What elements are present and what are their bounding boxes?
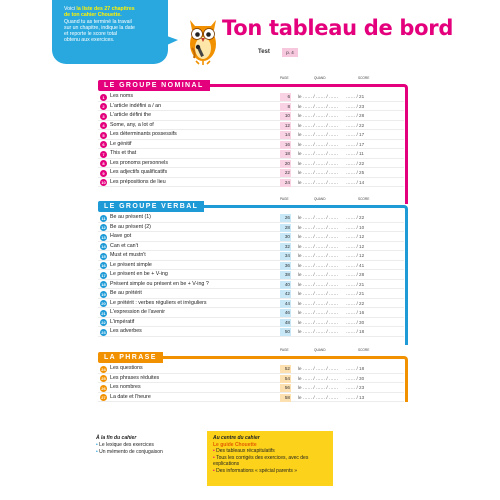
chapter-row [98, 140, 404, 150]
chapter-row [98, 232, 404, 242]
chapter-label: Le présent simple [110, 261, 152, 268]
section-title: LE GROUPE NOMINAL [98, 80, 210, 91]
chapter-number-badge: 22 [101, 320, 106, 325]
page-title: Ton tableau de bord [222, 16, 454, 40]
chapter-page: 44 [280, 300, 291, 308]
date-field[interactable]: le …… / …… / …… [298, 366, 339, 371]
date-field[interactable]: le …… / …… / …… [298, 151, 339, 156]
footer-box-subtitle: Le guide Chouette [213, 441, 257, 448]
test-page-badge: p. 4 [282, 48, 298, 57]
chapter-row [98, 383, 404, 393]
chapter-page: 8 [280, 103, 291, 111]
chapter-row [98, 92, 404, 102]
date-field[interactable]: le …… / …… / …… [298, 319, 339, 325]
bullet-icon: • [96, 441, 100, 448]
footer-end-of-book [96, 435, 163, 455]
bubble-highlight: de ton cahier Chouette. [64, 12, 122, 19]
bubble-text: sur un chapitre, indique la date [64, 24, 135, 31]
section-groupe-verbal [98, 197, 404, 337]
chapter-page: 50 [280, 328, 291, 336]
chapter-row [98, 130, 404, 140]
chapter-page: 48 [280, 319, 291, 327]
chapter-label: Les adjectifs qualificatifs [110, 169, 168, 175]
chapter-number-badge: 2 [100, 103, 107, 110]
chapter-page: 40 [280, 281, 291, 289]
chapter-row [98, 374, 404, 384]
date-field[interactable]: le …… / …… / …… [298, 262, 339, 268]
chapter-label: Les nombres [110, 384, 141, 390]
chapter-label: Présent simple ou présent en be + V-ing ? [110, 280, 209, 287]
footer-box-item: Tous les corrigés des exercices, avec des explications [213, 454, 309, 467]
score-field[interactable]: …… / 22 [346, 215, 365, 220]
chapter-number-badge: 7 [100, 151, 107, 158]
owl-mascot-icon [186, 14, 220, 66]
bubble-tail [156, 32, 178, 50]
score-field[interactable]: …… / 25 [346, 170, 365, 175]
date-field[interactable]: le …… / …… / …… [298, 103, 339, 109]
chapter-page: 12 [280, 122, 291, 130]
date-field[interactable]: le …… / …… / …… [298, 281, 339, 287]
section-title: LE GROUPE VERBAL [98, 201, 204, 212]
chapter-number-badge: 9 [100, 170, 107, 177]
score-field[interactable]: …… / 10 [346, 224, 365, 230]
date-field[interactable]: le …… / …… / …… [298, 385, 339, 390]
footer-box-title: Au centre du cahier [213, 435, 260, 441]
chapter-number-badge: 3 [100, 113, 107, 120]
chapter-row [98, 327, 404, 337]
chapter-page: 36 [280, 262, 291, 270]
column-header-page: PAGE [280, 348, 289, 352]
score-field[interactable]: …… / 21 [346, 291, 365, 296]
section-groupe-nominal [98, 76, 404, 187]
chapter-label: Le prétérit : verbes réguliers et irréguliers [110, 299, 207, 306]
chapter-number-badge: 11 [101, 215, 106, 221]
date-field[interactable]: le …… / …… / …… [298, 170, 339, 175]
chapter-label: L'article défini the [110, 112, 152, 118]
score-field[interactable]: …… / 23 [346, 385, 365, 390]
chapter-number-badge: 14 [101, 244, 106, 249]
score-field[interactable]: …… / 23 [346, 103, 365, 109]
chapter-page: 14 [280, 131, 291, 139]
bubble-text: Quand tu as terminé la travail [64, 18, 132, 25]
chapter-page: 30 [280, 233, 291, 241]
score-field[interactable]: …… / 16 [346, 310, 365, 315]
date-field[interactable]: le …… / …… / …… [298, 234, 339, 239]
date-field[interactable]: le …… / …… / …… [298, 291, 339, 296]
section-bracket [404, 84, 408, 204]
chapter-page: 6 [280, 93, 291, 101]
column-header-date: QUAND [314, 76, 326, 80]
chapter-label: Can et can't [110, 242, 139, 249]
chapter-page: 38 [280, 271, 291, 279]
column-header-score: SCORE [358, 197, 370, 201]
score-field[interactable]: …… / 22 [346, 160, 365, 166]
score-field[interactable]: …… / 30 [346, 375, 365, 381]
chapter-label: Les questions [110, 365, 143, 371]
section-la-phrase [98, 348, 404, 402]
column-header-page: PAGE [280, 76, 289, 80]
score-field[interactable]: …… / 28 [346, 272, 365, 277]
chapter-page: 10 [280, 112, 291, 120]
score-field[interactable]: …… / 12 [346, 253, 365, 258]
score-field[interactable]: …… / 18 [346, 366, 365, 371]
chapter-label: L'expression de l'avenir [110, 309, 166, 315]
date-field[interactable]: le …… / …… / …… [298, 132, 339, 137]
chapter-label: Must et mustn't [110, 252, 146, 258]
chapter-row [98, 299, 404, 309]
chapter-page: 52 [280, 365, 291, 373]
score-field[interactable]: …… / 17 [346, 141, 365, 147]
chapter-page: 24 [280, 179, 291, 187]
chapter-label: Le génitif [110, 140, 132, 147]
bullet-icon: • [213, 454, 217, 461]
chapter-page: 58 [280, 394, 291, 402]
chapter-label: Les prépositions de lieu [110, 178, 166, 185]
chapter-number-badge: 5 [100, 132, 107, 139]
chapter-list [98, 92, 404, 187]
chapter-number-badge: 19 [101, 291, 106, 297]
chapter-row [98, 393, 404, 403]
chapter-page: 28 [280, 224, 291, 232]
chapter-label: Les adverbes [110, 328, 142, 334]
date-field[interactable]: le …… / …… / …… [298, 122, 339, 128]
chapter-number-badge: 16 [101, 263, 106, 268]
bubble-text: et reporte le score total [64, 31, 118, 38]
score-field[interactable]: …… / 12 [346, 243, 365, 249]
chapter-row [98, 223, 404, 233]
chapter-row [98, 102, 404, 112]
chapter-number-badge: 18 [101, 282, 106, 287]
column-header-score: SCORE [358, 348, 370, 352]
chapter-row [98, 168, 404, 178]
chapter-row [98, 121, 404, 131]
chapter-page: 26 [280, 214, 291, 222]
chapter-number-badge: 23 [101, 329, 106, 335]
bullet-icon: • [96, 448, 100, 455]
chapter-page: 20 [280, 160, 291, 168]
column-header-page: PAGE [280, 197, 289, 201]
date-field[interactable]: le …… / …… / …… [298, 394, 339, 400]
date-field[interactable]: le …… / …… / …… [298, 375, 339, 381]
score-field[interactable]: …… / 21 [346, 281, 365, 287]
chapter-label: La date et l'heure [110, 393, 151, 400]
date-field[interactable]: le …… / …… / …… [298, 215, 339, 220]
date-field[interactable]: le …… / …… / …… [298, 179, 339, 185]
chapter-page: 22 [280, 169, 291, 177]
chapter-page: 54 [280, 375, 291, 383]
score-field[interactable]: …… / 22 [346, 300, 365, 306]
chapter-page: 32 [280, 243, 291, 251]
date-field[interactable]: le …… / …… / …… [298, 272, 339, 277]
section-bracket [404, 356, 408, 402]
chapter-list [98, 364, 404, 402]
chapter-page: 16 [280, 141, 291, 149]
score-field[interactable]: …… / 41 [346, 262, 365, 268]
score-field[interactable]: …… / 14 [346, 179, 365, 185]
section-header [98, 76, 404, 92]
chapter-number-badge: 4 [100, 122, 107, 129]
chapter-page: 42 [280, 290, 291, 298]
chapter-number-badge: 15 [101, 253, 106, 259]
chapter-row [98, 242, 404, 252]
date-field[interactable]: le …… / …… / …… [298, 253, 339, 258]
date-field[interactable]: le …… / …… / …… [298, 113, 339, 118]
chapter-page: 56 [280, 384, 291, 392]
chapter-label: This et that [110, 150, 137, 156]
section-title: LA PHRASE [98, 352, 163, 363]
chapter-number-badge: 27 [101, 395, 106, 400]
intro-bubble [52, 0, 168, 64]
chapter-label: Be au prétérit [110, 290, 142, 296]
bullet-icon: • [213, 448, 217, 454]
score-field[interactable]: …… / 22 [346, 122, 365, 128]
chapter-number-badge: 26 [101, 385, 106, 391]
chapter-row [98, 364, 404, 374]
chapter-row [98, 261, 404, 271]
chapter-label: Some, any, a lot of [110, 121, 154, 128]
bubble-text: obtenu aux exercices. [64, 37, 115, 44]
footer-item: Un mémento de conjugaison [99, 448, 163, 455]
chapter-page: 46 [280, 309, 291, 317]
chapter-label: Les noms [110, 93, 133, 99]
chapter-number-badge: 21 [101, 310, 106, 316]
chapter-row [98, 213, 404, 223]
section-header [98, 348, 404, 364]
score-field[interactable]: …… / 13 [346, 394, 365, 400]
date-field[interactable]: le …… / …… / …… [298, 224, 339, 230]
footer-box-item: Des informations « spécial parents » [216, 467, 298, 474]
chapter-row [98, 318, 404, 328]
date-field[interactable]: le …… / …… / …… [298, 243, 339, 249]
chapter-row [98, 251, 404, 261]
chapter-number-badge: 24 [101, 366, 106, 372]
chapter-number-badge: 20 [101, 301, 106, 306]
score-field[interactable]: …… / 12 [346, 234, 365, 239]
date-field[interactable]: le …… / …… / …… [298, 300, 339, 306]
section-header [98, 197, 404, 213]
date-field[interactable]: le …… / …… / …… [298, 160, 339, 166]
chapter-number-badge: 1 [100, 94, 107, 101]
chapter-row [98, 308, 404, 318]
test-label: Test [258, 49, 270, 55]
chapter-row [98, 280, 404, 290]
chapter-label: Les pronoms personnels [110, 159, 169, 166]
chapter-list [98, 213, 404, 337]
chapter-label: Be au présent (2) [110, 223, 151, 230]
chapter-number-badge: 6 [100, 141, 107, 148]
chapter-number-badge: 8 [100, 160, 107, 167]
footer-item: Le lexique des exercices [99, 441, 154, 448]
chapter-row [98, 111, 404, 121]
chapter-row [98, 149, 404, 159]
chapter-label: L'impératif [110, 318, 135, 325]
bubble-highlight: la liste des 27 chapitres [76, 6, 135, 12]
date-field[interactable]: le …… / …… / …… [298, 94, 339, 99]
chapter-label: Les phrases réduites [110, 374, 160, 381]
date-field[interactable]: le …… / …… / …… [298, 141, 339, 147]
date-field[interactable]: le …… / …… / …… [298, 329, 339, 334]
chapter-row [98, 159, 404, 169]
chapter-label: Have got [110, 233, 132, 239]
chapter-label: Les déterminants possessifs [110, 131, 177, 137]
score-field[interactable]: …… / 18 [346, 329, 365, 334]
chapter-label: L'article indéfini a / an [110, 102, 162, 109]
chapter-page: 34 [280, 252, 291, 260]
column-header-score: SCORE [358, 76, 370, 80]
footer-center-box [207, 431, 333, 486]
score-field[interactable]: …… / 28 [346, 113, 365, 118]
date-field[interactable]: le …… / …… / …… [298, 310, 339, 315]
bubble-text: Voici [64, 6, 77, 12]
section-bracket [404, 205, 408, 345]
chapter-row [98, 270, 404, 280]
chapter-number-badge: 17 [101, 272, 106, 278]
chapter-page: 18 [280, 150, 291, 158]
chapter-number-badge: 12 [101, 225, 106, 230]
chapter-label: Le présent en be + V-ing [110, 271, 168, 277]
chapter-number-badge: 13 [101, 234, 106, 240]
score-field[interactable]: …… / 21 [346, 94, 365, 99]
chapter-row [98, 178, 404, 188]
bullet-icon: • [213, 467, 217, 474]
score-field[interactable]: …… / 30 [346, 319, 365, 325]
footer-title: À la fin du cahier [96, 435, 137, 441]
chapter-label: Be au présent (1) [110, 214, 151, 220]
score-field[interactable]: …… / 17 [346, 132, 365, 137]
chapter-number-badge: 25 [101, 376, 106, 381]
column-header-date: QUAND [314, 197, 326, 201]
footer-box-item: Des tableaux récapitulatifs [216, 448, 275, 454]
column-header-date: QUAND [314, 348, 326, 352]
score-field[interactable]: …… / 11 [346, 151, 364, 156]
chapter-row [98, 289, 404, 299]
chapter-number-badge: 10 [101, 180, 106, 185]
